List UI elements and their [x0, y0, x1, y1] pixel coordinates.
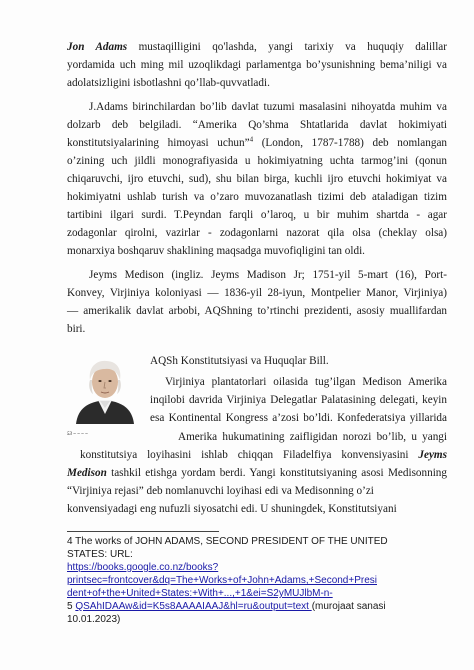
paragraph-line: Konvey, Virjiniya koloniyasi — 1836-yil 28-iyun, Montpelier Manor, Virjiniya): [67, 287, 447, 299]
line-text: konstitutsiyalarining himoyasi uchun”: [67, 137, 250, 149]
person-name: Jon Adams: [67, 41, 128, 53]
footnote-ref: 4: [249, 135, 254, 144]
footnote-link[interactable]: printsec=frontcover&dq=The+Works+of+John+Adams,+Second+Presi: [67, 575, 377, 586]
paragraph-line: Amerika hukumatining zaifligidan norozi bo’lib, u yangi: [178, 431, 447, 443]
paragraph-line: chiqaruvchi, ijro etuvchi, sud), shu bilan birga, kuchli ijro etuvchi hokimiyat va: [67, 173, 447, 185]
paragraph-line: — amerikalik davlat arbobi, AQShning to’rtinchi prezidenti, asosiy muallifardan: [67, 305, 447, 317]
paragraph-line: tartibini ilgari surdi. T.Peyndan farqli o’laroq, u bir muhim shartda - agar: [67, 209, 447, 221]
line-text: tashkil etishga yordam berdi. Yangi konstitutsiyaning asosi Medisonning: [106, 467, 447, 479]
paragraph-line: esa Kontinental Kongress a’zosi bo’ldi. Konfederatsiya yillarida: [150, 412, 447, 424]
paragraph-line: dolzarb deb belgiladi. “Amerika Qo’shma Shtatlarida davlat hokimiyati: [67, 119, 447, 131]
footnote-divider: [67, 531, 219, 532]
footnote-5-line: [67, 600, 386, 613]
paragraph-line: monarxiya boshqaruv shaklining maqsadga muvofiqligini tan oldi.: [67, 245, 365, 257]
footnote-link[interactable]: https://books.google.co.nz/books?: [67, 562, 219, 573]
footnote-5-line: 10.01.2023): [67, 614, 121, 625]
paragraph-line: o’zining uch jildli monografiyasida u hokimiyatning uchta tarmog’ini (qonun: [67, 155, 447, 167]
paragraph-line: biri.: [67, 323, 86, 335]
footnote-link[interactable]: QSAhIDAAw&id=K5s8AAAAIAAJ&hl=ru&output=text: [75, 601, 312, 612]
line-text: (London, 1787-1788) deb nomlangan: [253, 137, 447, 149]
paragraph-line: [67, 134, 447, 152]
footnote-text: (murojaat sanasi: [311, 601, 386, 612]
paragraph-line: [67, 38, 447, 56]
paragraph-line: Virjiniya plantatorlari oilasida tug’ilgan Medison Amerika: [165, 376, 447, 388]
footnote-4-line: STATES: URL:: [67, 549, 133, 560]
line-text: mustaqilligini qo'lashda, yangi tarixiy va huquqiy dalillar: [127, 41, 447, 53]
footnote-link[interactable]: dent+of+the+United+States:+With+...,+1&ei=S2yMUJlbM-n-: [67, 588, 333, 599]
paragraph-line: konvensiyadagi eng nufuzli siyosatchi edi. U shuningdek, Konstitutsiyani: [67, 503, 397, 515]
line-text: konstitutsiya loyihasini ishlab chiqqan Filadelfiya konvensiyasini: [80, 449, 419, 461]
footnote-number: 5: [67, 601, 76, 612]
paragraph-line: yordamida uch ming mil uzoqlikdagi parlamentga bo’ysunishning bema’niligi va: [67, 59, 447, 71]
paragraph-line: adolatsizligini isbotlashni qo’llab-quvvatladi.: [67, 77, 270, 89]
footnote-4-line: 4 The works of JOHN ADAMS, SECOND PRESIDENT OF THE UNITED: [67, 536, 388, 547]
person-name: Jeyms: [418, 449, 447, 461]
paragraph-line: hokimiyatni ushlab turish va o’zaro muvozanatlash tizimi deb ataladigan tizim: [67, 191, 447, 203]
madison-portrait-image: [68, 352, 142, 424]
paragraph-line: Jeyms Medison (ingliz. Jeyms Madison Jr; 1751-yil 5-mart (16), Port-: [89, 269, 447, 281]
portrait-caption: 53 ~ ~ ~ ~: [67, 432, 88, 437]
paragraph-line: inqilobi davrida Virjiniya Delegatlar Palatasining delegati, keyin: [150, 394, 447, 406]
paragraph-line: J.Adams birinchilardan bo’lib davlat tuzumi masalasini nihoyatda muhim va: [89, 101, 447, 113]
paragraph-line: [80, 446, 447, 464]
paragraph-line: “Virjiniya rejasi” deb nomlanuvchi loyihasi edi va Medisonning o’zi: [67, 485, 374, 497]
paragraph-line: AQSh Konstitutsiyasi va Huquqlar Bill.: [150, 355, 329, 367]
person-name: Medison: [67, 467, 107, 479]
paragraph-line: zodagonlar qirolni, vazirlar - zodagonlarni nazorat qila olsa (cheklay olsa): [67, 227, 447, 239]
paragraph-line: [67, 464, 447, 482]
